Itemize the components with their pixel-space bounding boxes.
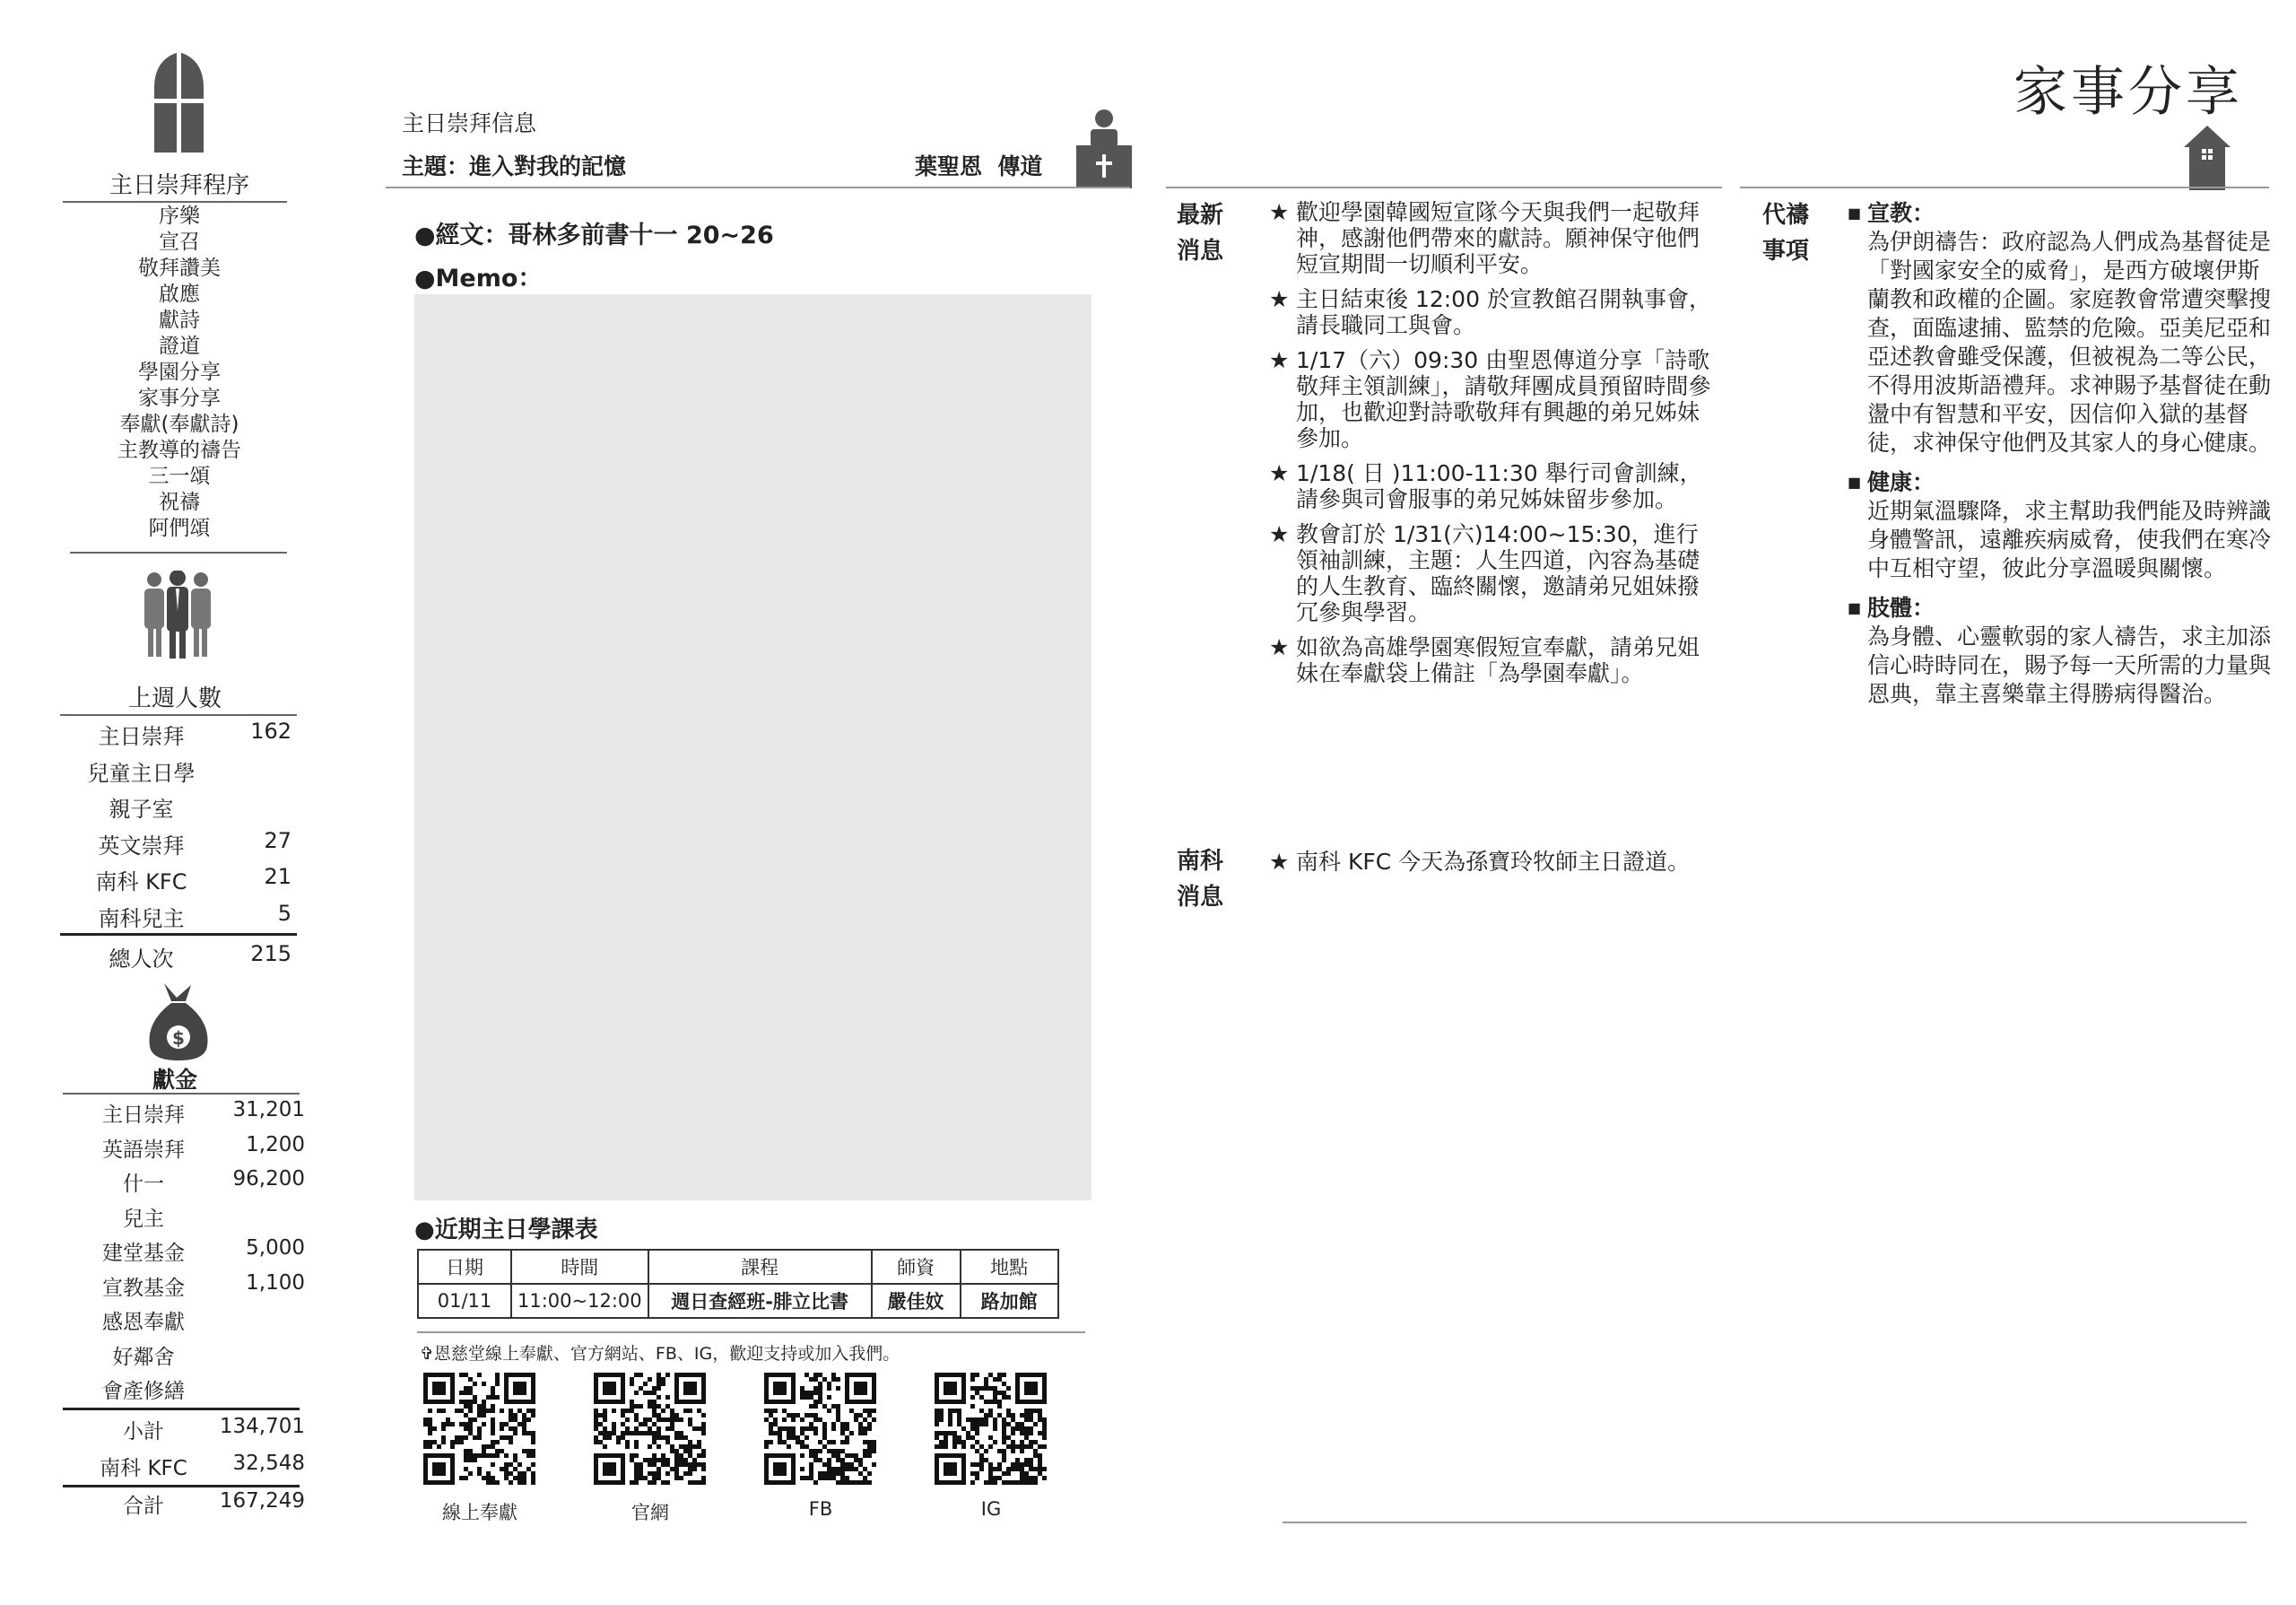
prayer-heading-text: 肢體： (1867, 595, 1935, 621)
table-header-row (418, 1250, 1058, 1284)
total-value: 167,249 (219, 1489, 305, 1513)
order-item: 敬拜讚美 (138, 257, 221, 280)
cell-teacher: 嚴佳妏 (872, 1284, 961, 1318)
svg-text:$: $ (172, 1027, 185, 1049)
news-list (1269, 199, 1718, 695)
cell-location: 路加館 (961, 1284, 1058, 1318)
money-bag-icon (146, 981, 211, 1062)
list-item (1269, 460, 1718, 512)
cell-time: 11:00~12:00 (511, 1284, 648, 1318)
qr-label: 官網 (631, 1502, 669, 1523)
star-bullet: ★ (1269, 347, 1290, 373)
offering-value: 1,100 (246, 1270, 305, 1295)
star-bullet: ★ (1269, 460, 1290, 486)
header-teacher: 師資 (872, 1250, 961, 1284)
offering-value: 31,201 (232, 1098, 305, 1121)
prayer-label-line1: 代禱 (1762, 202, 1810, 229)
header-course: 課程 (648, 1250, 872, 1284)
attendance-label: 親子室 (109, 797, 174, 822)
offering-value: 96,200 (232, 1167, 305, 1191)
offering-row (63, 1133, 305, 1167)
star-bullet: ★ (1269, 634, 1290, 660)
offering-divider (63, 1093, 300, 1095)
footer-divider (1283, 1522, 2247, 1523)
cell-date: 01/11 (418, 1284, 511, 1318)
list-item (1269, 521, 1718, 625)
page-title: 家事分享 (2013, 61, 2243, 124)
news-text: 如欲為高雄學園寒假短宣奉獻，請弟兄姐妹在奉獻袋上備註「為學園奉獻」。 (1296, 634, 1700, 686)
offering-value: 1,200 (246, 1132, 305, 1156)
list-item (1269, 634, 1718, 686)
attendance-value: 162 (250, 719, 291, 744)
header-time: 時間 (511, 1250, 648, 1284)
attendance-value: 21 (264, 864, 291, 889)
list-item (1269, 843, 1718, 881)
qr-label: FB (808, 1498, 833, 1520)
sunday-school-table (417, 1249, 1059, 1319)
offering-label: 好鄰舍 (112, 1345, 175, 1369)
order-item: 奉獻(奉獻詩) (119, 413, 239, 436)
qr-label: IG (980, 1498, 1002, 1520)
subtotal-value: 134,701 (219, 1415, 305, 1438)
memo-area (414, 294, 1091, 1200)
order-item: 阿們頌 (148, 517, 211, 540)
square-bullet: ■ (1848, 599, 1862, 616)
list-item (1269, 286, 1718, 338)
south-label (1177, 843, 1223, 915)
news-label (1177, 197, 1223, 269)
prayer-label (1762, 197, 1809, 269)
offering-row (63, 1167, 305, 1201)
order-item: 啟應 (159, 283, 200, 306)
attendance-divider (60, 714, 297, 716)
star-bullet: ★ (1269, 521, 1290, 547)
south-label-line2: 消息 (1177, 884, 1224, 911)
right-top-divider-left (1166, 187, 1722, 188)
offering-label: 會產修繕 (102, 1380, 185, 1403)
offering-row (63, 1374, 305, 1409)
order-divider (63, 201, 287, 203)
qr-code[interactable] (764, 1373, 876, 1485)
subtotal-label: 小計 (123, 1420, 164, 1444)
attendance-title: 上週人數 (127, 685, 222, 712)
offering-label: 兒主 (123, 1207, 164, 1231)
subtotal-row (63, 1415, 305, 1449)
prayer-list (1848, 199, 2272, 720)
attendance-row (58, 755, 300, 791)
square-bullet: ■ (1848, 474, 1862, 491)
prayer-body: 為身體、心靈軟弱的家人禱告，求主加添信心時時同在，賜予每一天所需的力量與恩典，靠主喜樂靠主得勝病得醫治。 (1867, 624, 2272, 707)
right-top-divider-right (1740, 187, 2269, 188)
news-text: 教會訂於 1/31(六)14:00~15:30，進行領袖訓練，主題：人生四道，內容為基礎的人生教育、臨終關懷，邀請弟兄姐妹撥冗參與學習。 (1296, 521, 1700, 625)
header-date: 日期 (418, 1250, 511, 1284)
star-bullet: ★ (1269, 849, 1290, 875)
prayer-body: 為伊朗禱告：政府認為人們成為基督徒是「對國家安全的威脅」，是西方破壞伊斯蘭教和政權的企圖。家庭教會常遭突擊搜查，面臨逮捕、監禁的危險。亞美尼亞和亞述教會雖受保護，但被視為二等公民，不得用波斯語禮拜。求神賜予基督徒在動盪中有智慧和平安，因信仰入獄的基督徒，求神保守他們及其家人的身心健康。 (1867, 229, 2272, 456)
offering-label: 感恩奉獻 (102, 1311, 185, 1334)
scripture-reference: ●經文：哥林多前書十一 20~26 (414, 222, 774, 249)
order-item: 序樂 (159, 205, 200, 228)
prayer-label-line2: 事項 (1762, 238, 1810, 265)
total-label: 合計 (123, 1495, 164, 1518)
order-item: 祝禱 (159, 491, 200, 514)
offering-row (63, 1236, 305, 1270)
people-icon (142, 571, 213, 660)
order-item: 宣召 (159, 231, 200, 254)
news-text: 1/18( 日 )11:00-11:30 舉行司會訓練，請參與司會服事的弟兄姊妹留步參加。 (1296, 460, 1702, 512)
qr-divider (417, 1331, 1085, 1333)
sermon-section-title: 主日崇拜信息 (402, 110, 537, 136)
list-item (1269, 199, 1718, 277)
prayer-heading (1848, 199, 2271, 228)
pulpit-icon (1076, 108, 1132, 188)
offering-row (63, 1340, 305, 1374)
total-divider (63, 1485, 300, 1487)
prayer-heading-text: 宣教： (1867, 200, 1935, 226)
prayer-heading (1848, 594, 2271, 623)
attendance-total (58, 941, 300, 977)
attendance-row (58, 828, 300, 864)
news-text: 歡迎學園韓國短宣隊今天與我們一起敬拜神，感謝他們帶來的獻詩。願神保守他們短宣期間一切順利平安。 (1296, 199, 1700, 277)
square-bullet: ■ (1848, 205, 1862, 222)
attendance-label: 南科兒主 (98, 905, 185, 931)
order-item: 獻詩 (159, 309, 200, 332)
church-window-icon (154, 52, 204, 153)
news-label-line2: 消息 (1177, 238, 1224, 265)
offering-value: 5,000 (246, 1236, 305, 1260)
kfc-offering-row (63, 1452, 305, 1486)
offering-title: 獻金 (152, 1067, 197, 1093)
star-bullet: ★ (1269, 286, 1290, 312)
prayer-heading (1848, 468, 2271, 497)
attendance-value: 27 (264, 827, 291, 853)
attendance-total-value: 215 (250, 941, 291, 966)
order-item: 證道 (159, 335, 200, 358)
order-title: 主日崇拜程序 (109, 172, 249, 199)
total-row (63, 1489, 305, 1523)
south-news-text: 南科 KFC 今天為孫寶玲牧師主日證道。 (1296, 849, 1691, 875)
attendance-total-label: 總人次 (109, 946, 174, 972)
attendance-total-divider (60, 933, 297, 936)
attendance-label: 兒童主日學 (87, 760, 196, 786)
sermon-divider (386, 187, 1130, 188)
kfc-offering-label: 南科 KFC (100, 1457, 187, 1480)
attendance-row (58, 791, 300, 827)
offering-row (63, 1305, 305, 1339)
order-item: 三一頌 (148, 465, 211, 488)
cell-course: 週日查經班-腓立比書 (648, 1284, 872, 1318)
sunday-school-title: ●近期主日學課表 (414, 1217, 598, 1243)
order-item: 學園分享 (138, 361, 221, 384)
offering-label: 建堂基金 (102, 1242, 185, 1265)
offering-label: 主日崇拜 (102, 1103, 185, 1127)
offering-row (63, 1098, 305, 1132)
kfc-offering-value: 32,548 (232, 1452, 305, 1475)
star-bullet: ★ (1269, 199, 1290, 225)
offering-label: 英語崇拜 (102, 1138, 185, 1162)
qr-label: 線上奉獻 (442, 1502, 517, 1523)
attendance-label: 主日崇拜 (98, 724, 185, 749)
offering-row (63, 1271, 305, 1305)
order-item: 家事分享 (138, 387, 221, 410)
order-list (63, 204, 296, 542)
offering-label: 什一 (123, 1173, 164, 1196)
south-news (1269, 843, 1718, 890)
news-text: 主日結束後 12:00 於宣教館召開執事會，請長職同工與會。 (1296, 286, 1711, 338)
house-icon (2184, 126, 2231, 190)
memo-label: ●Memo： (414, 265, 543, 292)
subtotal-divider (63, 1408, 300, 1410)
attendance-value: 5 (277, 900, 291, 926)
attendance-row (58, 864, 300, 900)
news-label-line1: 最新 (1177, 202, 1224, 229)
attendance-row (58, 901, 300, 937)
offering-label: 宣教基金 (102, 1276, 185, 1300)
qr-code[interactable] (935, 1373, 1047, 1485)
list-item (1269, 347, 1718, 451)
order-end-divider (70, 552, 287, 554)
attendance-label: 英文崇拜 (98, 833, 185, 859)
news-text: 1/17（六）09:30 由聖恩傳道分享「詩歌敬拜主領訓練」，請敬拜團成員預留時間參加，也歡迎對詩歌敬拜有興趣的弟兄姊妹參加。 (1296, 347, 1711, 451)
attendance-row (58, 719, 300, 755)
offering-row (63, 1202, 305, 1236)
header-location: 地點 (961, 1250, 1058, 1284)
qr-caption: ✞恩慈堂線上奉獻、官方網站、FB、IG，歡迎支持或加入我們。 (420, 1344, 900, 1364)
attendance-label: 南科 KFC (95, 869, 187, 894)
order-item: 主教導的禱告 (117, 439, 241, 462)
sermon-topic: 主題：進入對我的記憶 (402, 153, 627, 179)
table-row (418, 1284, 1058, 1318)
qr-code[interactable] (423, 1373, 535, 1485)
qr-code[interactable] (594, 1373, 706, 1485)
prayer-body: 近期氣溫驟降，求主幫助我們能及時辨識身體警訊，遠離疾病威脅，使我們在寒冷中互相守望，彼此分享溫暖與關懷。 (1867, 498, 2272, 581)
prayer-heading-text: 健康： (1867, 469, 1935, 495)
sermon-speaker: 葉聖恩 傳道 (915, 153, 1043, 179)
south-label-line1: 南科 (1177, 848, 1224, 875)
